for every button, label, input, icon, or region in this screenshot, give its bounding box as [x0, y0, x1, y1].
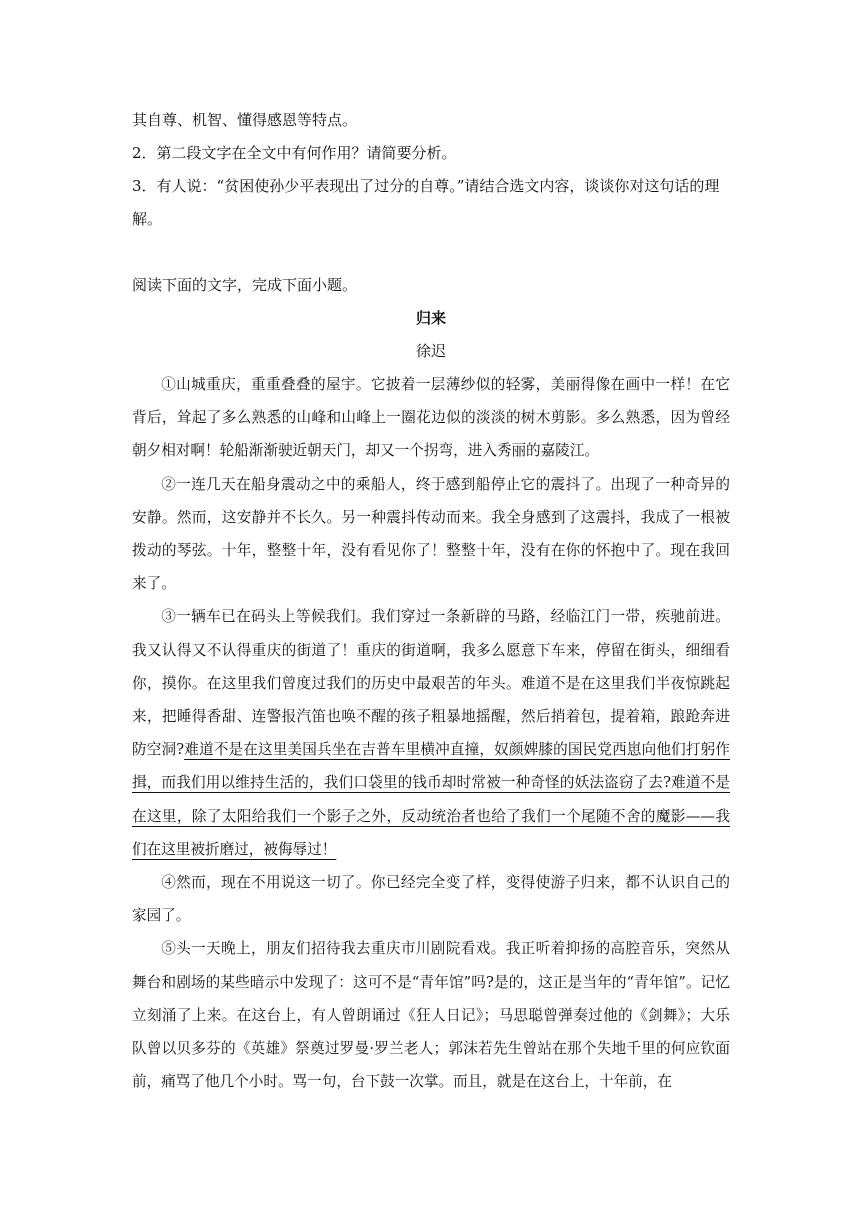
- question-2: 2．第二段文字在全文中有何作用？请简要分析。: [132, 144, 457, 162]
- paragraph-2: ②一连几天在船身震动之中的乘船人，终于感到船停止它的震抖了。出现了一种奇异的安静。然而，这安静并不长久。另一种震抖传动而来。我全身感到了这震抖，我成了一根被拨动的琴弦。十年，整整十年，没有看见你了！整整十年，没有在你的怀抱中了。现在我回来了。: [132, 475, 730, 593]
- reading-instruction: 阅读下面的文字，完成下面小题。: [132, 276, 358, 294]
- paragraph-3: [132, 600, 730, 866]
- paragraph-5: ⑤头一天晚上，朋友们招待我去重庆市川剧院看戏。我正听着抑扬的高腔音乐，突然从舞台和剧场的某些暗示中发现了：这可不是“青年馆”吗?是的，这正是当年的“青年馆”。记忆立刻涌了上来。在这台上，有人曾朗诵过《狂人日记》；马思聪曾弹奏过他的《剑舞》；大乐队曾以贝多芬的《英雄》祭奠过罗曼·罗兰老人；郭沫若先生曾站在那个失地千里的何应钦面前，痛骂了他几个小时。骂一句，台下鼓一次掌。而且，就是在这台上，十年前，在: [132, 940, 730, 1091]
- question-1-tail: 其自尊、机智、懂得感恩等特点。: [132, 111, 358, 129]
- spacer: [132, 236, 730, 269]
- paragraph-4: ④然而，现在不用说这一切了。你已经完全变了样，变得使游子归来，都不认识自己的家园了。: [132, 874, 730, 925]
- paragraph-3-plain: ③一辆车已在码头上等候我们。我们穿过一条新辟的马路，经临江门一带，疾驰前进。我又认得又不认得重庆的街道了！重庆的街道啊，我多么愿意下车来，停留在街头，细细看你，摸你。在这里我们曾度过我们的历史中最艰苦的年头。难道不是在这里我们半夜惊跳起来，把睡得香甜、连警报汽笛也唤不醒的孩子粗暴地摇醒，然后捎着包，提着箱，踉跄奔进防空洞?: [132, 608, 730, 759]
- question-3-line-2: 解。: [132, 210, 163, 228]
- paragraph-1: ①山城重庆，重重叠叠的屋宇。它披着一层薄纱似的轻雾，美丽得像在画中一样！在它背后，耸起了多么熟悉的山峰和山峰上一圈花边似的淡淡的树木剪影。多么熟悉，因为曾经朝夕相对啊！轮船渐渐驶近朝天门，却又一个拐弯，进入秀丽的嘉陵江。: [132, 376, 730, 460]
- question-3-line-1: 3．有人说：“贫困使孙少平表现出了过分的自尊。”请结合选文内容，谈谈你对这句话的理: [132, 177, 720, 195]
- article-title: 归来: [415, 309, 446, 327]
- paragraph-3-underlined: 难道不是在这里美国兵坐在吉普车里横冲直撞，奴颜婢膝的国民党西崽向他们打躬作揖，而我们用以维持生活的，我们口袋里的钱币却时常被一种奇怪的妖法盗窃了去?难道不是在这里，除了太阳给我们一个影子之外，反动统治者也给了我们一个尾随不舍的魔影——我们在这里被折磨过，被侮辱过！: [132, 741, 730, 858]
- document-page: [132, 104, 730, 1098]
- article-author: 徐迟: [415, 342, 446, 360]
